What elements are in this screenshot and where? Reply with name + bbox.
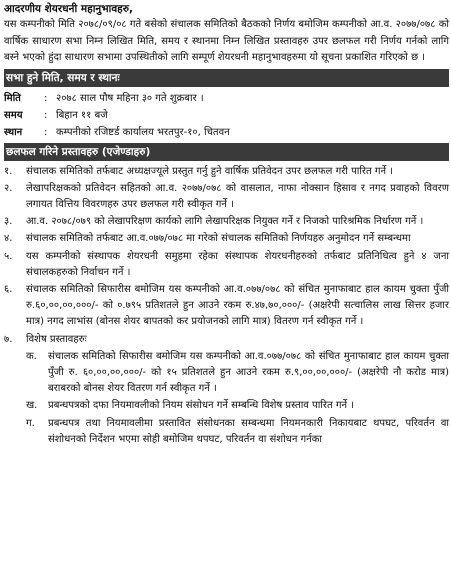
agenda-item-number: ५. [4, 250, 13, 262]
meeting-time-row [4, 107, 449, 124]
agenda-item [4, 332, 449, 348]
date-colon: : [44, 92, 48, 104]
date-label: मिति [4, 92, 21, 104]
agenda-item-number: १. [4, 165, 13, 177]
agenda-item-text: संचालक समितिको तर्फबाट अध्यक्षज्यूले प्रस्तुत गर्नु हुने वार्षिक प्रतिवेदन उपर छलफल गरी पारित गर्ने । [26, 165, 394, 177]
special-proposals [4, 349, 449, 448]
agenda-heading: छलफल गरिने प्रस्तावहरु (एजेण्डाहरु) [4, 143, 449, 161]
intro-paragraph: यस कम्पनीको मिति २०७८/०९/०८ गते बसेको संचालक समितिको बैठकको निर्णय बमोजिम कम्पनीको आ.व. २०७७/०७८ को वार्षिक साधारण सभा निम्न लिखित मिति, समय र स्थानमा निम्न लिखित प्रस्तावहरु उपर छलफल गरी निर्णय गर्नको लागि बस्ने भएको हुंदा साधारण सभामा उपस्थितीको लागि सम्पूर्ण शेयरधनी महानुभावहरुमा यो सूचना प्रकाशित गरिएको छ । [4, 19, 449, 63]
salutation: आदरणीय शेयरधनी महानुभावहरु, [4, 3, 134, 15]
notice-page [4, 2, 449, 449]
special-proposal-item [26, 416, 449, 448]
agenda-item-text: आ.व. २०७८/०७९ को लेखापरिक्षण कार्यको लागि लेखापरिक्षक नियुक्त गर्ने र निजको पारिश्रमिक निर्धारण गर्ने । [26, 216, 424, 228]
special-proposal-text: संचालक समितिको सिफारीस बमोजिम यस कम्पनीको आ.व.०७७/०७८ को संचित मुनाफाबाट हाल कायम चुक्ता पुँजी रु. ६०,००,००,०००/- को १५ प्रतिशतले हुन आउने रकम रु.९,००,००,०००/- (अक्षरेपी नौ करोड मात्र) बराबरको बोनस शेयर वितरण गर्न स्वीकृत गर्ने । [48, 350, 449, 395]
place-colon: : [44, 126, 48, 138]
agenda-item-number: ७. [4, 333, 13, 345]
meeting-heading: सभा हुने मिति, समय र स्थानः [4, 69, 449, 87]
time-label: समय [4, 109, 23, 121]
agenda-item-text: लेखापरिक्षकको प्रतिवेदन सहितको आ.व. २०७७/०७८ को वासलात, नाफा नोक्सान हिसाव र नगद प्रवाहको विवरण लगायत वित्तिय विवरणहरु उपर छलफल गरी स्वीकृत गर्ने । [26, 182, 449, 210]
special-proposal-text: प्रबन्धपत्र तथा नियमावलीमा प्रस्तावित संसोधनका सम्बन्धमा नियमनकारी निकायबाट थपघट, परिवर्तन वा संशोधनको निर्देशन भएमा सोही बमोजिम थपघट, परिवर्तन वा संशोधन गर्नका [48, 417, 449, 445]
agenda-item-text: यस कम्पनीको संस्थापक शेयरधनी समुहमा रहेका संस्थापक शेयरधनीहरुको तर्फबाट प्रतिनिधित्व हुने ४ जना संचालकहरुको निर्वाचन गर्ने । [26, 250, 449, 278]
agenda-item [4, 181, 449, 213]
date-value: २०७८ साल पौष महिना ३० गते शुक्रबार । [56, 92, 204, 104]
agenda-item-text: संचालक समितिको सिफारीस बमोजिम यस कम्पनीको आ.व.०७७/०७८ को संचित मुनाफाबाट हाल कायम चुक्ता पुँजी रु.६०,००,००,०००/- को ०.७९५ प्रतिशतले हुन आउने रकम रु.४७,७०,०००/- (अक्षरेपी सत्चालिस लाख सित्तर हजार मात्र) नगद लाभांस (बोनस शेयर बापतको कर प्रयोजनको लागि मात्र) वितरण गर्न स्वीकृत गर्ने । [26, 283, 449, 328]
meeting-date-row [4, 90, 449, 107]
agenda-item-number: ३. [4, 216, 13, 228]
meeting-place-row [4, 124, 449, 141]
agenda-item [4, 282, 449, 331]
special-proposal-item [26, 349, 449, 398]
agenda-item [4, 214, 449, 230]
agenda-item [4, 164, 449, 180]
time-colon: : [44, 109, 48, 121]
agenda-item-text: विशेष प्रस्तावहरुः [26, 333, 87, 345]
agenda-list [4, 164, 449, 448]
special-proposal-number: क. [26, 350, 37, 362]
special-proposal-number: ग. [26, 417, 35, 429]
place-value: कम्पनीको रजिष्टर्ड कार्यालय भरतपुर-१०, चितवन [56, 126, 230, 138]
special-proposal-item [26, 398, 449, 414]
time-value: बिहान ११ बजे [56, 109, 108, 121]
place-label: स्थान [4, 126, 23, 138]
special-proposal-number: ख. [26, 400, 38, 412]
agenda-item [4, 231, 449, 247]
special-proposal-text: प्रबन्धपत्रको दफा नियमावलीको नियम संसोधन गर्ने सम्बन्धि विशेष प्रस्ताव पारित गर्ने । [48, 400, 354, 412]
agenda-item-number: २. [4, 182, 13, 194]
agenda-item-number: ६. [4, 283, 13, 295]
agenda-item [4, 249, 449, 281]
agenda-item-number: ४. [4, 233, 13, 245]
agenda-item-text: संचालक समितिको तर्फबाट आ.व.०७७/०७८ मा गरेको संचालक समितिको निर्णयहरु अनुमोदन गर्ने सम्बन्धमा [26, 233, 411, 245]
